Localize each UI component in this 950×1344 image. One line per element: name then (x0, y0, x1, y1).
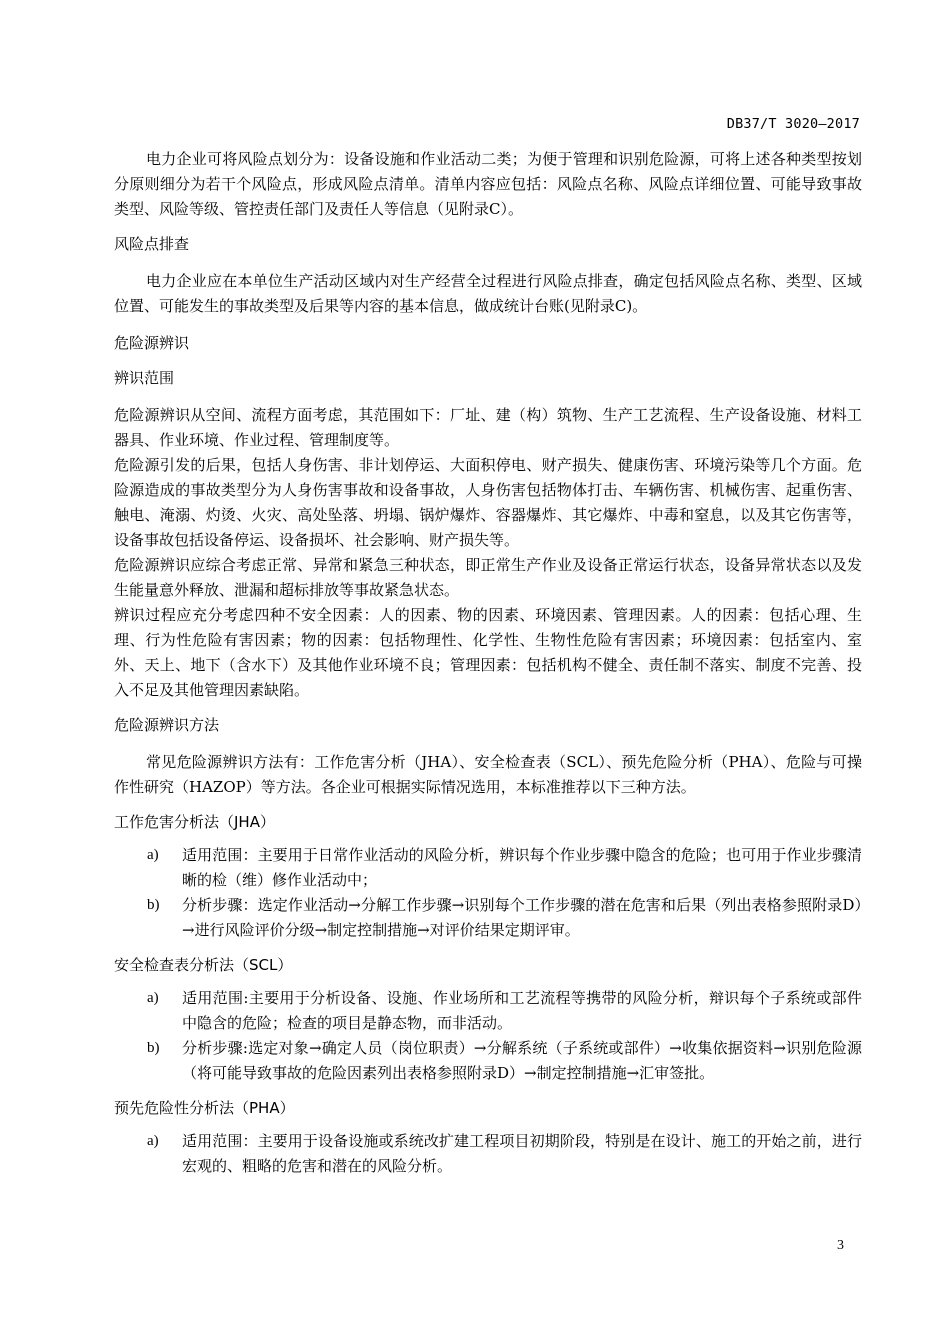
scope-heading: 辨识范围 (114, 369, 175, 387)
scl-heading: 安全检查表分析法（SCL） (114, 956, 293, 974)
list-marker: a) (147, 1133, 159, 1149)
page-number: 3 (837, 1238, 844, 1253)
hazard-identification-heading: 危险源辨识 (114, 334, 190, 352)
scope-paragraph: 危险源引发的后果，包括人身伤害、非计划停运、大面积停电、财产损失、健康伤害、环境污染等几个方面。危险源造成的事故类型分为人身伤害事故和设备事故，人身伤害包括物体打击、车辆伤害、机械伤害、起重伤害、触电、淹溺、灼烫、火灾、高处坠落、坍塌、锅炉爆炸、容器爆炸、其它爆炸、中毒和窒息，以及其它伤害等，设备事故包括设备停运、设备损坏、社会影响、财产损失等。 (114, 456, 862, 549)
list-item (114, 986, 862, 1036)
scope-paragraph: 危险源辨识从空间、流程方面考虑，其范围如下：厂址、建（构）筑物、生产工艺流程、生产设备设施、材料工器具、作业环境、作业过程、管理制度等。 (114, 406, 862, 449)
list-item-text: 适用范围:主要用于分析设备、设施、作业场所和工艺流程等携带的风险分析，辩识每个子系统或部件中隐含的危险；检查的项目是静态物，而非活动。 (182, 989, 862, 1032)
risk-check-heading: 风险点排查 (114, 235, 190, 253)
list-item (114, 843, 862, 893)
list-item (114, 893, 862, 943)
list-item-text: 分析步骤:选定对象→确定人员（岗位职责）→分解系统（子系统或部件）→收集依据资料→识别危险源（将可能导致事故的危险因素列出表格参照附录D）→制定控制措施→汇审签批。 (182, 1039, 862, 1082)
scope-paragraph: 危险源辨识应综合考虑正常、异常和紧急三种状态，即正常生产作业及设备正常运行状态，设备异常状态以及发生能量意外释放、泄漏和超标排放等事故紧急状态。 (114, 556, 862, 599)
list-marker: a) (147, 990, 159, 1006)
methods-paragraph: 常见危险源辨识方法有：工作危害分析（JHA）、安全检查表（SCL）、预先危险分析（PHA）、危险与可操作性研究（HAZOP）等方法。各企业可根据实际情况选用，本标准推荐以下三种方法。 (114, 753, 862, 796)
page-content (114, 147, 862, 1179)
scope-paragraph: 辨识过程应充分考虑四种不安全因素：人的因素、物的因素、环境因素、管理因素。人的因素：包括心理、生理、行为性危险有害因素；物的因素：包括物理性、化学性、生物性危险有害因素；环境因素：包括室内、室外、天上、地下（含水下）及其他作业环境不良；管理因素：包括机构不健全、责任制不落实、制度不完善、投入不足及其他管理因素缺陷。 (114, 606, 862, 699)
risk-check-paragraph: 电力企业应在本单位生产活动区域内对生产经营全过程进行风险点排查，确定包括风险点名称、类型、区域位置、可能发生的事故类型及后果等内容的基本信息，做成统计台账(见附录C)。 (114, 272, 862, 315)
standard-code: DB37/T 3020—2017 (726, 116, 860, 132)
list-marker: a) (147, 847, 159, 863)
list-item-text: 分析步骤：选定作业活动→分解工作步骤→识别每个工作步骤的潜在危害和后果（列出表格参照附录D）→进行风险评价分级→制定控制措施→对评价结果定期评审。 (182, 896, 862, 939)
list-marker: b) (147, 1040, 160, 1056)
methods-heading: 危险源辨识方法 (114, 716, 220, 734)
scl-list (114, 986, 862, 1086)
list-item (114, 1129, 862, 1179)
scope-section (114, 403, 862, 703)
list-marker: b) (147, 897, 160, 913)
pha-list (114, 1129, 862, 1179)
list-item (114, 1036, 862, 1086)
list-item-text: 适用范围：主要用于日常作业活动的风险分析，辨识每个作业步骤中隐含的危险；也可用于作业步骤清晰的检（维）修作业活动中； (182, 846, 862, 889)
jha-heading: 工作危害分析法（JHA） (114, 813, 275, 831)
jha-list (114, 843, 862, 943)
pha-heading: 预先危险性分析法（PHA） (114, 1099, 295, 1117)
list-item-text: 适用范围：主要用于设备设施或系统改扩建工程项目初期阶段，特别是在设计、施工的开始之前，进行宏观的、粗略的危害和潜在的风险分析。 (182, 1132, 862, 1175)
intro-paragraph: 电力企业可将风险点划分为：设备设施和作业活动二类；为便于管理和识别危险源，可将上述各种类型按划分原则细分为若干个风险点，形成风险点清单。清单内容应包括：风险点名称、风险点详细位置、可能导致事故类型、风险等级、管控责任部门及责任人等信息（见附录C）。 (114, 150, 862, 218)
